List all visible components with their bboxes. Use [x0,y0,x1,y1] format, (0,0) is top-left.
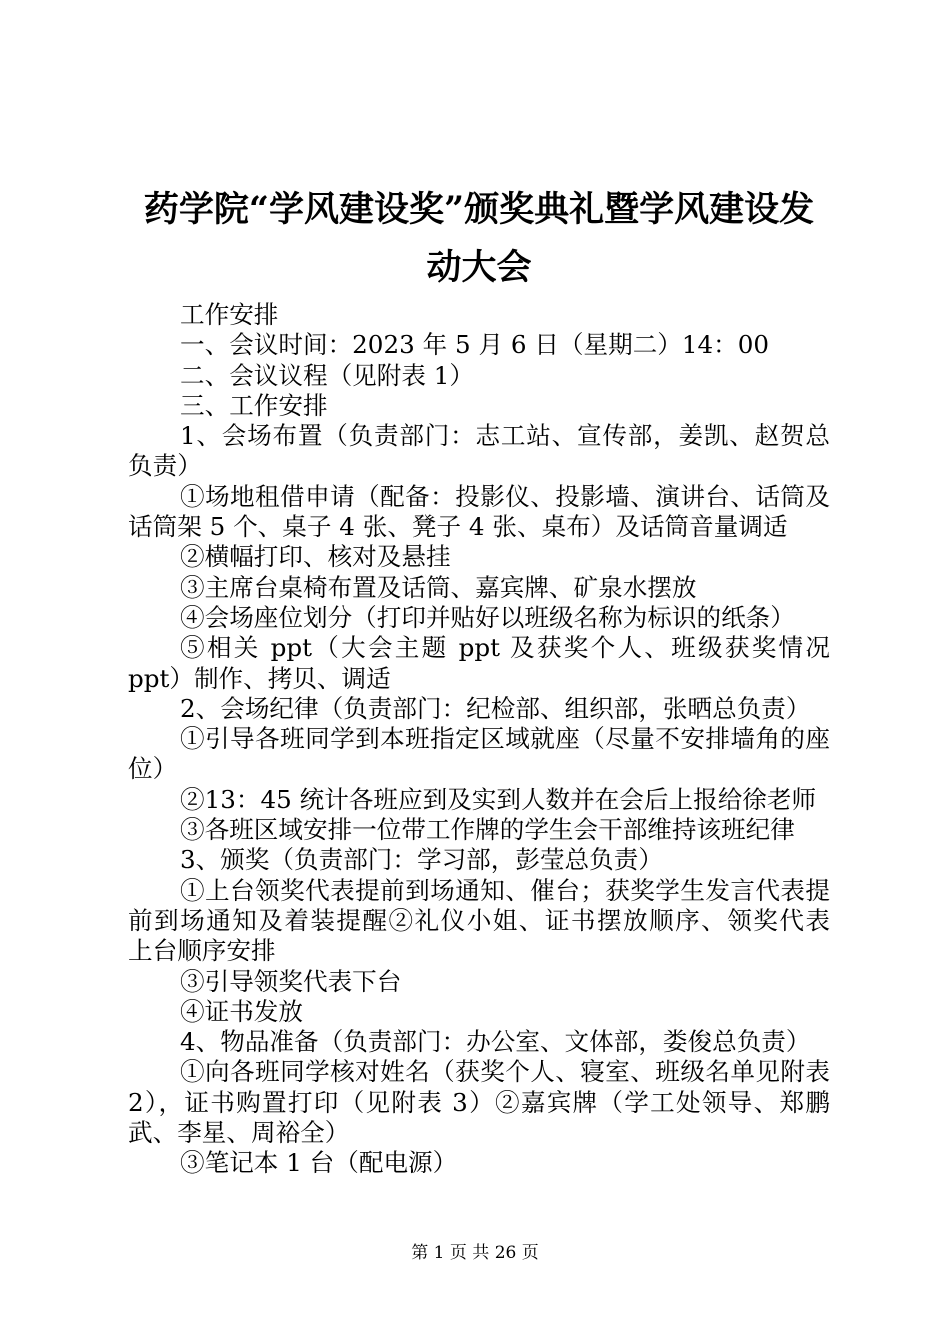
paragraph-line: ④证书发放 [180,996,303,1026]
document-body [128,300,830,1179]
paragraph-line: ①引导各班同学到本班指定区域就座（尽量不安排墙角的座 [180,724,830,754]
paragraph-line: ②横幅打印、核对及悬挂 [180,542,451,572]
title-line: 药学院“学风建设奖”颁奖典礼暨学风建设发 [143,189,815,230]
paragraph-line: 话筒架 5 个、桌子 4 张、凳子 4 张、桌布）及话筒音量调适 [128,512,788,542]
paragraph-line: ③引导领奖代表下台 [180,966,402,996]
paragraph-line: ⑤相关 ppt（大会主题 ppt 及获奖个人、班级获奖情况 [180,633,830,663]
paragraph-line: 位） [128,754,178,784]
paragraph-line: 三、工作安排 [180,390,328,420]
title-line: 动大会 [426,247,532,288]
paragraph-line: ③主席台桌椅布置及话筒、嘉宾牌、矿泉水摆放 [180,572,697,602]
document-title [128,181,830,297]
paragraph-line: ①上台领奖代表提前到场通知、催台；获奖学生发言代表提 [180,875,830,905]
paragraph-line: 3、颁奖（负责部门：学习部，彭莹总负责） [180,845,663,875]
paragraph-line: 前到场通知及着装提醒②礼仪小姐、证书摆放顺序、领奖代表 [128,905,830,935]
paragraph-line: 负责） [128,451,202,481]
paragraph-line: ③各班区域安排一位带工作牌的学生会干部维持该班纪律 [180,815,795,845]
paragraph-line: 1、会场布置（负责部门：志工站、宣传部，姜凯、赵贺总 [180,421,830,451]
paragraph-line: ④会场座位划分（打印并贴好以班级名称为标识的纸条） [180,602,795,632]
paragraph-line: 一、会议时间：2023 年 5 月 6 日（星期二）14：00 [180,330,770,360]
paragraph-line: ③笔记本 1 台（配电源） [180,1148,458,1178]
paragraph-line: 2），证书购置打印（见附表 3）②嘉宾牌（学工处领导、郑鹏 [128,1087,830,1117]
paragraph-line: ②13：45 统计各班应到及实到人数并在会后上报给徐老师 [180,784,817,814]
paragraph-line: 工作安排 [180,300,279,329]
paragraph-line: 武、李星、周裕全） [128,1118,350,1148]
paragraph-line: 二、会议议程（见附表 1） [180,360,474,390]
paragraph-line: ①场地租借申请（配备：投影仪、投影墙、演讲台、话筒及 [180,481,830,511]
paragraph-line: 2、会场纪律（负责部门：纪检部、组织部，张晒总负责） [180,693,811,723]
paragraph-line: ①向各班同学核对姓名（获奖个人、寝室、班级名单见附表 [180,1057,830,1087]
paragraph-line: 4、物品准备（负责部门：办公室、文体部，娄俊总负责） [180,1027,811,1057]
paragraph-line: 上台顺序安排 [128,936,276,966]
page-number-footer: 第 1 页 共 26 页 [411,1243,539,1263]
paragraph-line: ppt）制作、拷贝、调适 [128,663,391,693]
